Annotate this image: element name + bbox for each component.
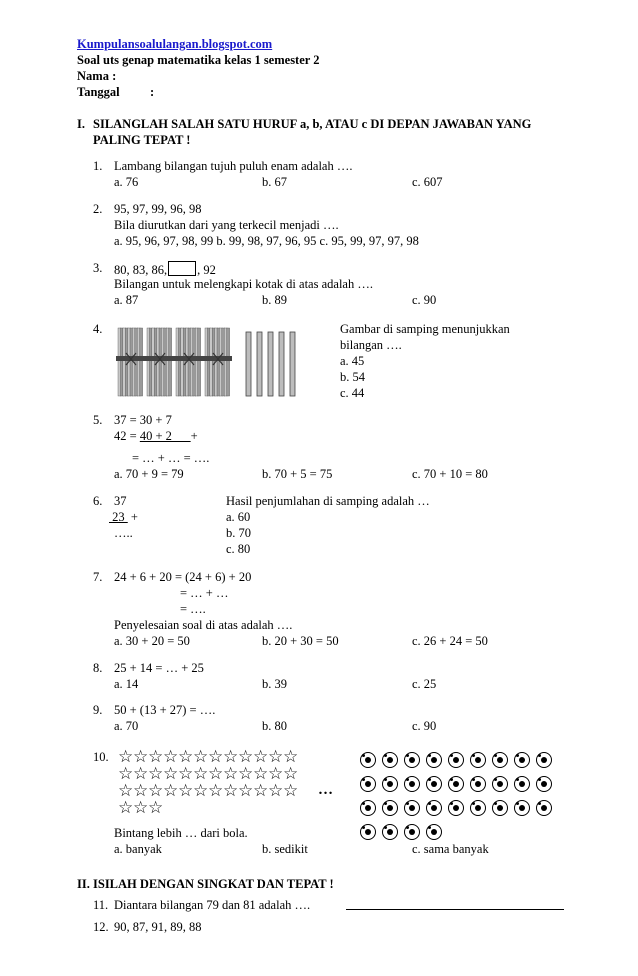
star-icon: ☆ [178, 764, 193, 784]
star-icon: ☆ [208, 781, 223, 801]
star-icon: ☆ [193, 764, 208, 784]
q6-result: ….. [114, 526, 133, 540]
star-icon: ☆ [238, 764, 253, 784]
soccer-ball-icon [404, 752, 420, 768]
q5-line2 [114, 429, 198, 444]
soccer-ball-icon [360, 776, 376, 792]
soccer-ball-icon [470, 800, 486, 816]
q4-number: 4. [93, 322, 103, 336]
star-icon: ☆ [163, 747, 178, 767]
soccer-ball-icon [492, 776, 508, 792]
soccer-ball-icon [492, 800, 508, 816]
star-icon: ☆ [193, 781, 208, 801]
section2-roman: II. [77, 877, 90, 891]
q1-text: Lambang bilangan tujuh puluh enam adalah …. [114, 159, 353, 173]
star-icon: ☆ [238, 781, 253, 801]
soccer-ball-icon [404, 824, 420, 840]
stick-bundle [203, 328, 232, 396]
soccer-ball-icon [426, 824, 442, 840]
soccer-ball-icon [536, 752, 552, 768]
q11-number: 11. [93, 898, 109, 912]
q4-option-a[interactable]: a. 45 [340, 354, 365, 368]
q7-text: Penyelesaian soal di atas adalah …. [114, 618, 293, 632]
q5-line1: 37 = 30 + 7 [114, 413, 172, 427]
soccer-ball-icon [426, 800, 442, 816]
soccer-ball-icon [536, 776, 552, 792]
stick-bundles-image [114, 326, 304, 400]
soccer-ball-icon [470, 776, 486, 792]
q5-option-c[interactable]: c. 70 + 10 = 80 [412, 467, 488, 481]
star-icon: ☆ [118, 747, 133, 767]
star-icon: ☆ [148, 798, 163, 818]
star-icon: ☆ [163, 781, 178, 801]
soccer-ball-icon [382, 752, 398, 768]
soccer-ball-icon [404, 800, 420, 816]
soccer-ball-icon [470, 752, 486, 768]
q3-option-c[interactable]: c. 90 [412, 293, 437, 307]
q9-text: 50 + (13 + 27) = …. [114, 703, 216, 717]
q7-line2: = … + … [180, 586, 229, 600]
section1-instruction-line1: SILANGLAH SALAH SATU HURUF a, b, ATAU c DI DEPAN JAWABAN YANG [93, 117, 532, 131]
star-icon: ☆ [268, 764, 283, 784]
star-icon: ☆ [208, 747, 223, 767]
q7-option-b[interactable]: b. 20 + 30 = 50 [262, 634, 339, 648]
q7-line3: = …. [180, 602, 206, 616]
soccer-ball-icon [492, 752, 508, 768]
star-icon: ☆ [223, 781, 238, 801]
q9-option-b[interactable]: b. 80 [262, 719, 287, 733]
star-icon: ☆ [253, 781, 268, 801]
q5-option-b[interactable]: b. 70 + 5 = 75 [262, 467, 333, 481]
q1-option-c[interactable]: c. 607 [412, 175, 443, 189]
name-label: Nama : [77, 69, 117, 83]
q4-option-c[interactable]: c. 44 [340, 386, 365, 400]
star-icon: ☆ [253, 747, 268, 767]
q2-text: 95, 97, 99, 96, 98 [114, 202, 202, 216]
q6-top-number: 37 [114, 494, 127, 508]
q7-line1: 24 + 6 + 20 = (24 + 6) + 20 [114, 570, 252, 584]
q3-blank-box[interactable] [168, 261, 196, 276]
q11-answer-line[interactable] [346, 909, 564, 910]
q10-ellipsis: … [318, 782, 333, 798]
q4-text: Gambar di samping menunjukkan [340, 322, 510, 336]
date-colon: : [150, 85, 155, 99]
q10-text: Bintang lebih … dari bola. [114, 826, 248, 840]
star-icon: ☆ [118, 781, 133, 801]
star-icon: ☆ [118, 764, 133, 784]
q5-line2-underlined: 40 + 2 [139, 429, 191, 443]
star-icon: ☆ [148, 747, 163, 767]
q11-text: Diantara bilangan 79 dan 81 adalah …. [114, 898, 311, 912]
stick-bundle [116, 328, 145, 396]
soccer-ball-icon [536, 800, 552, 816]
stick-bundle [145, 328, 174, 396]
q5-line3: = … + … = …. [132, 451, 210, 465]
star-icon: ☆ [178, 781, 193, 801]
q3-sequence [114, 261, 216, 278]
q1-option-a[interactable]: a. 76 [114, 175, 139, 189]
q8-number: 8. [93, 661, 103, 675]
q4-text2: bilangan …. [340, 338, 402, 352]
star-icon: ☆ [133, 781, 148, 801]
q10-number: 10. [93, 750, 109, 764]
soccer-ball-icon [448, 800, 464, 816]
date-label: Tanggal [77, 85, 120, 99]
soccer-ball-icon [448, 752, 464, 768]
q6-text: Hasil penjumlahan di samping adalah … [226, 494, 430, 508]
single-stick [257, 332, 262, 396]
q8-option-c[interactable]: c. 25 [412, 677, 437, 691]
subtitle: Soal uts genap matematika kelas 1 semester 2 [77, 53, 320, 67]
q5-plus: + [190, 429, 198, 443]
star-icon: ☆ [133, 747, 148, 767]
q8-option-a[interactable]: a. 14 [114, 677, 139, 691]
star-icon: ☆ [118, 798, 133, 818]
q6-option-b[interactable]: b. 70 [226, 526, 251, 540]
soccer-ball-icon [382, 800, 398, 816]
q5-line2-start: 42 = [114, 429, 140, 443]
q3-number: 3. [93, 261, 103, 275]
q6-option-c[interactable]: c. 80 [226, 542, 251, 556]
star-icon: ☆ [283, 764, 298, 784]
q10-option-a[interactable]: a. banyak [114, 842, 162, 856]
q7-number: 7. [93, 570, 103, 584]
q3-text2: Bilangan untuk melengkapi kotak di atas adalah …. [114, 277, 373, 291]
star-icon: ☆ [163, 764, 178, 784]
q10-option-b[interactable]: b. sedikit [262, 842, 308, 856]
soccer-ball-icon [404, 776, 420, 792]
star-icon: ☆ [208, 764, 223, 784]
star-icon: ☆ [283, 781, 298, 801]
single-stick [279, 332, 284, 396]
q1-option-b[interactable]: b. 67 [262, 175, 287, 189]
q12-number: 12. [93, 920, 109, 934]
star-icon: ☆ [238, 747, 253, 767]
star-icon: ☆ [178, 747, 193, 767]
q8-text: 25 + 14 = … + 25 [114, 661, 204, 675]
soccer-ball-icon [360, 824, 376, 840]
soccer-ball-icon [448, 776, 464, 792]
single-stick [268, 332, 273, 396]
star-icon: ☆ [223, 764, 238, 784]
soccer-ball-icon [514, 800, 530, 816]
star-icon: ☆ [148, 781, 163, 801]
soccer-ball-icon [382, 776, 398, 792]
star-icon: ☆ [193, 747, 208, 767]
soccer-ball-icon [426, 752, 442, 768]
soccer-ball-icon [360, 752, 376, 768]
star-icon: ☆ [133, 764, 148, 784]
q5-number: 5. [93, 413, 103, 427]
soccer-ball-icon [360, 800, 376, 816]
soccer-ball-icon [382, 824, 398, 840]
star-icon: ☆ [268, 781, 283, 801]
q2-options[interactable]: a. 95, 96, 97, 98, 99 b. 99, 98, 97, 96, 95 c. 95, 99, 97, 97, 98 [114, 234, 419, 248]
star-icon: ☆ [283, 747, 298, 767]
q9-number: 9. [93, 703, 103, 717]
q6-plus: + [127, 510, 138, 524]
q6-option-a[interactable]: a. 60 [226, 510, 251, 524]
q4-option-b[interactable]: b. 54 [340, 370, 365, 384]
q6-number: 6. [93, 494, 103, 508]
star-icon: ☆ [133, 798, 148, 818]
section1-instruction-line2: PALING TEPAT ! [93, 133, 191, 147]
q9-option-c[interactable]: c. 90 [412, 719, 437, 733]
stars-group [118, 749, 308, 817]
section1-roman: I. [77, 117, 85, 131]
single-stick [246, 332, 251, 396]
q7-option-a[interactable]: a. 30 + 20 = 50 [114, 634, 190, 648]
q6-bottom-number: 23 [109, 510, 128, 524]
q2-text2: Bila diurutkan dari yang terkecil menjadi …. [114, 218, 339, 232]
star-icon: ☆ [253, 764, 268, 784]
star-icon: ☆ [223, 747, 238, 767]
star-icon: ☆ [148, 764, 163, 784]
q3-sequence-end: , 92 [197, 263, 216, 277]
q1-number: 1. [93, 159, 103, 173]
q3-option-a[interactable]: a. 87 [114, 293, 139, 307]
q10-option-c[interactable]: c. sama banyak [412, 842, 489, 856]
q5-option-a[interactable]: a. 70 + 9 = 79 [114, 467, 184, 481]
stick-bundle [174, 328, 203, 396]
q12-text: 90, 87, 91, 89, 88 [114, 920, 202, 934]
star-icon: ☆ [268, 747, 283, 767]
soccer-ball-icon [514, 776, 530, 792]
q9-option-a[interactable]: a. 70 [114, 719, 139, 733]
balls-group [360, 752, 560, 848]
single-stick [290, 332, 295, 396]
soccer-ball-icon [514, 752, 530, 768]
q6-bottom-row [109, 510, 138, 525]
q8-option-b[interactable]: b. 39 [262, 677, 287, 691]
q7-option-c[interactable]: c. 26 + 24 = 50 [412, 634, 488, 648]
section2-title: ISILAH DENGAN SINGKAT DAN TEPAT ! [93, 877, 334, 891]
site-link[interactable]: Kumpulansoalulangan.blogspot.com [77, 37, 273, 51]
q3-option-b[interactable]: b. 89 [262, 293, 287, 307]
q2-number: 2. [93, 202, 103, 216]
q3-sequence-start: 80, 83, 86, [114, 263, 168, 277]
soccer-ball-icon [426, 776, 442, 792]
